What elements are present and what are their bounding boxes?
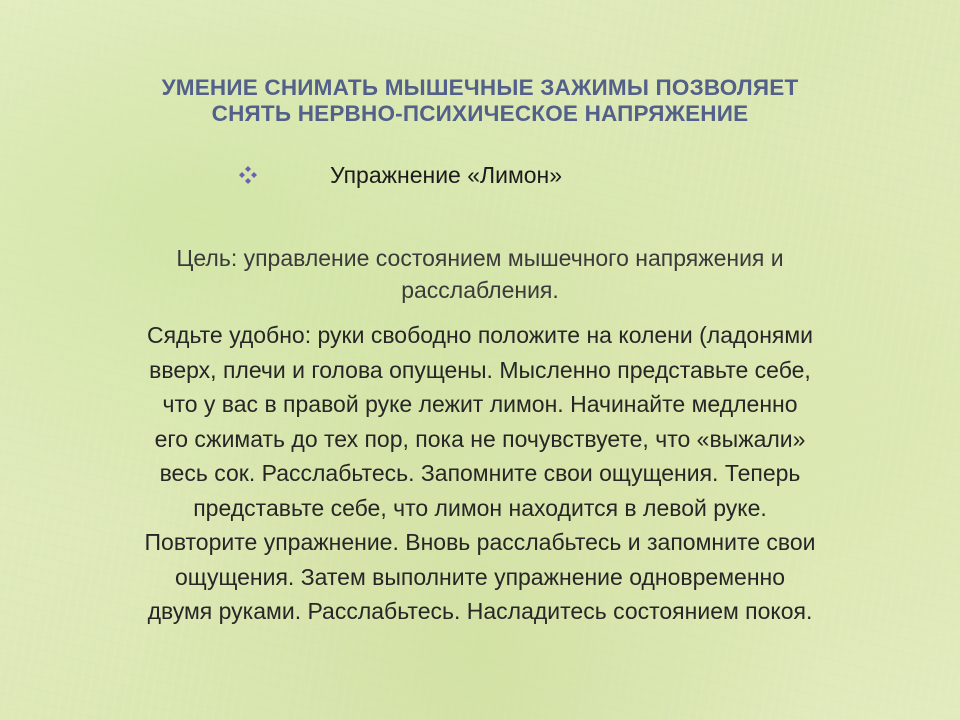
instruction-line: представьте себе, что лимон находится в левой руке.: [193, 494, 767, 521]
instruction-line: весь сок. Расслабьтесь. Запомните свои ощущения. Теперь: [159, 460, 801, 486]
title-line-2: СНЯТЬ НЕРВНО-ПСИХИЧЕСКОЕ НАПРЯЖЕНИЕ: [211, 101, 749, 126]
exercise-bullet: [238, 158, 562, 192]
instruction-line: Сядьте удобно: руки свободно положите на колени (ладонями: [146, 322, 814, 348]
instruction-line: вверх, плечи и голова опущены. Мысленно представьте себе,: [149, 356, 811, 383]
instruction-line: что у вас в правой руке лежит лимон. Начинайте медленно: [162, 391, 798, 417]
goal-line: Цель: управление состоянием мышечного напряжения и: [176, 245, 784, 271]
exercise-title: Упражнение «Лимон»: [330, 161, 563, 188]
title-line-1: УМЕНИЕ СНИМАТЬ МЫШЕЧНЫЕ ЗАЖИМЫ ПОЗВОЛЯЕТ: [161, 75, 799, 100]
four-diamond-bullet-icon: [238, 165, 258, 185]
instruction-line: Повторите упражнение. Вновь расслабьтесь и запомните свои: [144, 529, 816, 555]
goal-paragraph: [60, 242, 900, 306]
instruction-line: двумя руками. Расслабьтесь. Насладитесь состоянием покоя.: [147, 598, 813, 624]
goal-line: расслабления.: [401, 277, 559, 303]
instruction-line: его сжимать до тех пор, пока не почувствуете, что «выжали»: [154, 425, 806, 452]
instructions-paragraph: [20, 318, 940, 629]
slide-title: [60, 75, 900, 127]
instruction-line: ощущения. Затем выполните упражнение одновременно: [174, 563, 786, 590]
